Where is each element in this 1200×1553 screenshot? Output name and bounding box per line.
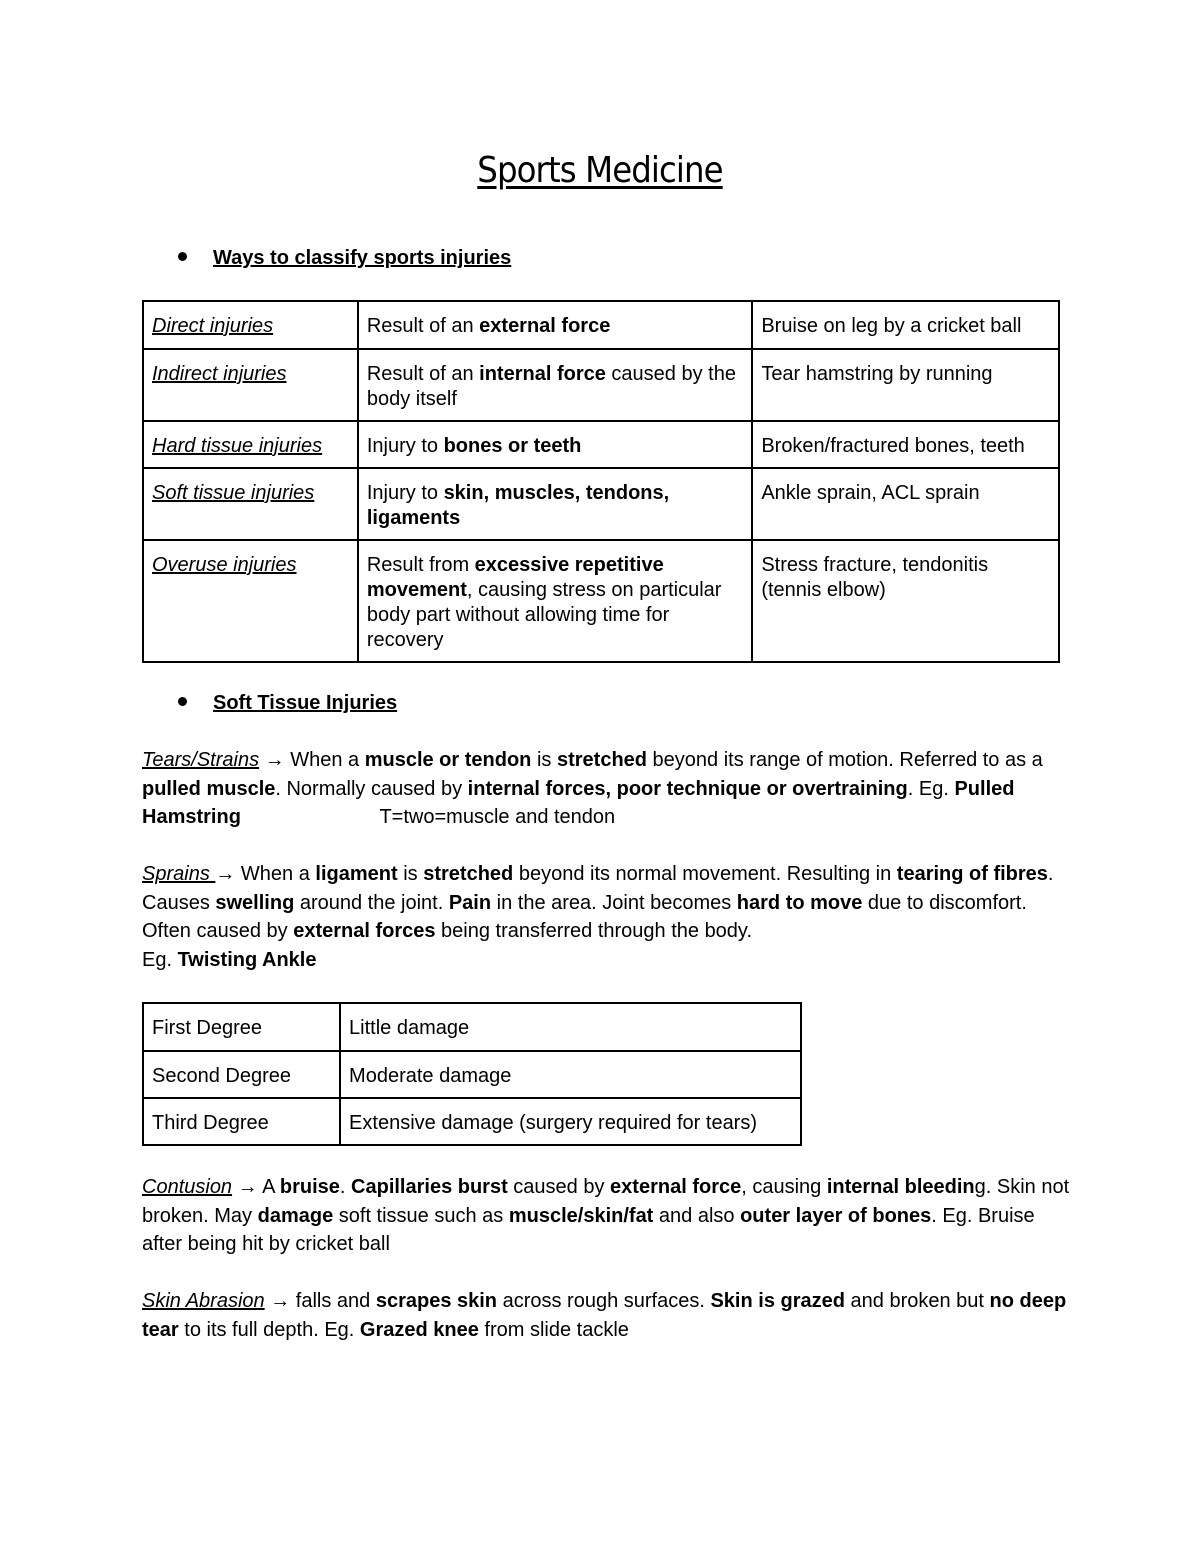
tears-strains-paragraph xyxy=(142,746,1072,832)
bold-text: bruise xyxy=(279,1176,340,1198)
soft-tissue-heading-label: Soft Tissue Injuries xyxy=(213,692,398,714)
injury-example-cell: Ankle sprain, ACL sprain xyxy=(752,468,1059,540)
bold-text: Pain xyxy=(448,891,492,914)
bold-text: ligament xyxy=(315,863,398,885)
contusion-body xyxy=(142,1176,1075,1255)
bold-text: internal forces, poor technique or overtraining xyxy=(467,777,908,800)
injury-desc-cell xyxy=(358,421,752,468)
bold-text: external forces xyxy=(293,920,436,942)
text-run: . Causes xyxy=(142,863,1060,914)
bullet-icon xyxy=(178,697,187,706)
tears-strains-arrow: → When a xyxy=(259,749,365,771)
bold-text: skin, muscles, tendons, ligaments xyxy=(366,482,670,529)
bold-text: external force xyxy=(610,1176,742,1198)
contusion-term: Contusion xyxy=(142,1176,233,1198)
table-row xyxy=(143,1051,801,1098)
text-run: T=two=muscle and tendon xyxy=(240,806,616,828)
bold-text: external force xyxy=(479,315,611,337)
soft-tissue-heading xyxy=(172,692,397,715)
text-run: Injury to xyxy=(366,482,444,504)
text-run: across rough surfaces. xyxy=(497,1290,711,1312)
sprains-arrow: → When a xyxy=(215,863,316,885)
injury-desc-cell xyxy=(358,349,752,421)
bold-text: swelling xyxy=(215,891,295,914)
bold-text: muscle/skin/fat xyxy=(508,1204,654,1227)
degree-cell: Second Degree xyxy=(143,1051,340,1098)
injury-desc-cell xyxy=(358,540,752,662)
injury-example-cell: Stress fracture, tendonitis (tennis elbow) xyxy=(752,540,1059,662)
table-row xyxy=(143,349,1059,421)
text-run: caused by xyxy=(507,1176,611,1198)
text-run: Result from xyxy=(366,554,475,576)
sprains-term: Sprains xyxy=(142,863,216,885)
damage-cell: Moderate damage xyxy=(340,1051,801,1098)
text-run: is xyxy=(397,863,424,885)
bold-text: Capillaries burst xyxy=(351,1176,508,1198)
page-title: Sports Medicine xyxy=(477,150,723,191)
text-run: Result of an xyxy=(366,363,480,385)
table-row xyxy=(143,301,1059,349)
text-run: being transferred through the body. xyxy=(435,920,753,942)
bold-text: hard to move xyxy=(736,891,863,914)
injury-type-cell: Hard tissue injuries xyxy=(143,421,358,468)
table-row xyxy=(143,1098,801,1145)
bold-text: internal bleedin xyxy=(826,1176,975,1198)
injury-type-cell: Overuse injuries xyxy=(143,540,358,662)
tears-strains-term: Tears/Strains xyxy=(142,749,260,771)
degree-cell: Third Degree xyxy=(143,1098,340,1145)
injury-classification-table xyxy=(142,300,1060,663)
injury-example-cell: Tear hamstring by running xyxy=(752,349,1059,421)
degree-cell: First Degree xyxy=(143,1003,340,1051)
text-run: , causing xyxy=(741,1176,827,1198)
contusion-arrow: → A xyxy=(232,1176,280,1198)
skin-abrasion-arrow: → falls and xyxy=(264,1290,376,1312)
sprain-degree-table xyxy=(142,1002,802,1146)
classify-heading xyxy=(172,247,511,270)
text-run: in the area. Joint becomes xyxy=(491,891,737,914)
bold-text: tearing of fibres xyxy=(896,863,1048,885)
table-row xyxy=(143,1003,801,1051)
injury-desc-cell xyxy=(358,468,752,540)
text-run: . Normally caused by xyxy=(275,777,468,800)
text-run: and broken but xyxy=(844,1290,990,1312)
bold-text: bones or teeth xyxy=(443,435,582,457)
damage-cell: Little damage xyxy=(340,1003,801,1051)
text-run: beyond its normal movement. Resulting in xyxy=(513,863,897,885)
text-run: Eg. xyxy=(142,948,178,971)
text-run: caused by the body itself xyxy=(366,363,742,410)
bold-text: scrapes skin xyxy=(375,1290,498,1312)
skin-abrasion-term: Skin Abrasion xyxy=(142,1290,265,1312)
bold-text: excessive repetitive movement xyxy=(366,554,664,601)
text-run: beyond its range of motion. Referred to as a xyxy=(647,749,1049,771)
bold-text: internal force xyxy=(479,363,606,385)
bold-text: Pulled Hamstring xyxy=(142,777,1015,828)
bold-text: Twisting Ankle xyxy=(177,948,317,971)
injury-desc-cell xyxy=(358,301,752,349)
text-run: due to discomfort. Often caused by xyxy=(142,891,1033,942)
bold-text: stretched xyxy=(423,863,514,885)
table-row xyxy=(143,468,1059,540)
text-run: around the joint. xyxy=(294,891,449,914)
text-run: to its full depth. Eg. xyxy=(178,1318,360,1341)
table-row xyxy=(143,540,1059,662)
text-run: . Eg. xyxy=(907,777,955,800)
contusion-paragraph xyxy=(142,1173,1075,1259)
text-run: is xyxy=(531,749,557,771)
bold-text: outer layer of bones xyxy=(740,1204,932,1227)
injury-example-cell: Bruise on leg by a cricket ball xyxy=(752,301,1059,349)
injury-type-cell: Soft tissue injuries xyxy=(143,468,358,540)
bold-text: damage xyxy=(257,1204,334,1227)
bold-text: Skin is grazed xyxy=(710,1290,845,1312)
text-run: Injury to xyxy=(366,435,444,457)
bold-text: Grazed knee xyxy=(359,1318,479,1341)
bold-text: stretched xyxy=(556,749,647,771)
skin-abrasion-paragraph xyxy=(142,1287,1072,1344)
table-row xyxy=(143,421,1059,468)
text-run: . Eg. Bruise after being hit by cricket ball xyxy=(142,1204,1041,1255)
damage-cell: Extensive damage (surgery required for tears) xyxy=(340,1098,801,1145)
text-run: and also xyxy=(653,1204,741,1227)
text-run: soft tissue such as xyxy=(333,1204,509,1227)
text-run: . xyxy=(339,1176,352,1198)
bullet-icon xyxy=(178,252,187,261)
bold-text: no deep tear xyxy=(142,1290,1067,1341)
injury-type-cell: Indirect injuries xyxy=(143,349,358,421)
text-run: g. Skin not broken. May xyxy=(142,1176,1075,1227)
sprains-paragraph xyxy=(142,860,1072,974)
text-run: , causing stress on particular body part without allowing time for recovery xyxy=(366,579,728,651)
bold-text: pulled muscle xyxy=(142,777,276,800)
text-run: from slide tackle xyxy=(478,1318,629,1341)
classify-heading-label: Ways to classify sports injuries xyxy=(213,247,512,269)
text-run: Result of an xyxy=(366,315,480,337)
injury-example-cell: Broken/fractured bones, teeth xyxy=(752,421,1059,468)
bold-text: muscle or tendon xyxy=(364,749,532,771)
injury-type-cell: Direct injuries xyxy=(143,301,358,349)
